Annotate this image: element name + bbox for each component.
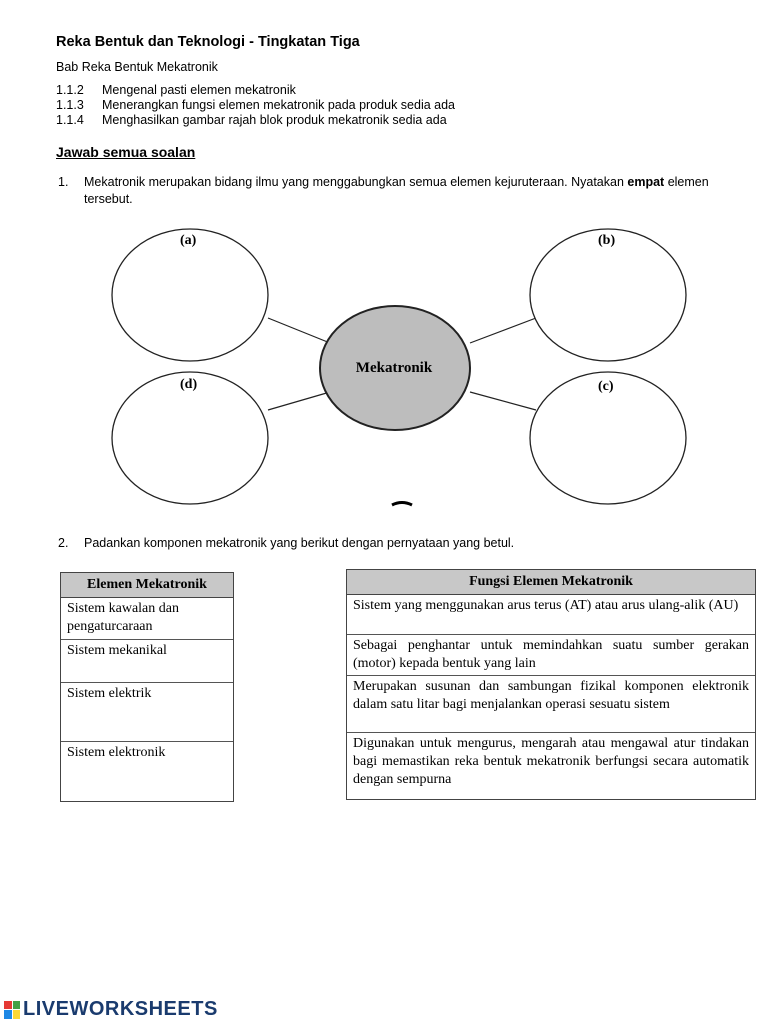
connector-line [268, 392, 330, 410]
question-text-part: Mekatronik merupakan bidang ilmu yang menggabungkan semua elemen kejuruteraan. Nyatakan [84, 175, 624, 189]
center-label: Mekatronik [355, 360, 433, 376]
connector-line [470, 318, 536, 343]
connector-line [268, 318, 330, 343]
chapter-subtitle: Bab Reka Bentuk Mekatronik [56, 60, 218, 74]
question-number: 1. [58, 175, 69, 189]
function-row[interactable]: Sistem yang menggunakan arus terus (AT) atau arus ulang-alik (AU) [347, 595, 755, 635]
element-row[interactable]: Sistem elektronik [67, 745, 166, 760]
question-text-part: elemen tersebut. [84, 175, 709, 206]
element-row[interactable]: Sistem kawalan dan pengaturcaraan [61, 598, 233, 640]
worksheet-title: Reka Bentuk dan Teknologi - Tingkatan Tiga [56, 34, 360, 50]
element-row[interactable]: Sistem elektrik [61, 683, 233, 742]
answer-circle-b[interactable] [530, 229, 686, 361]
objective-text: Menghasilkan gambar rajah blok produk mekatronik sedia ada [102, 113, 447, 127]
brand-name: LIVEWORKSHEETS [23, 998, 218, 1020]
function-row[interactable]: Sebagai penghantar untuk memindahkan suatu sumber gerakan (motor) kepada bentuk yang lain [347, 635, 755, 676]
objective-text: Mengenal pasti elemen mekatronik [102, 83, 296, 97]
element-row[interactable]: Sistem mekanikal [61, 640, 233, 683]
label-c: (c) [598, 379, 614, 394]
question-2 [58, 535, 718, 552]
label-a: (a) [180, 233, 197, 248]
label-d: (d) [180, 377, 198, 392]
elements-table-header: Elemen Mekatronik [61, 573, 233, 598]
objective-number: 1.1.4 [56, 113, 84, 127]
question-number: 2. [58, 536, 69, 550]
functions-table-header: Fungsi Elemen Mekatronik [347, 570, 755, 595]
section-heading: Jawab semua soalan [56, 144, 196, 160]
answer-circle-a[interactable] [112, 229, 268, 361]
connector-line [470, 392, 536, 410]
question-bold-word: empat [627, 175, 665, 189]
function-row[interactable]: Digunakan untuk mengurus, mengarah atau mengawal atur tindakan bagi memastikan reka bentuk mekatronik berfungsi secara automatik dengan sempurna [353, 736, 749, 787]
objective-text: Menerangkan fungsi elemen mekatronik pada produk sedia ada [102, 98, 456, 112]
functions-table [346, 569, 756, 800]
function-row[interactable]: Merupakan susunan dan sambungan fizikal komponen elektronik dalam satu litar bagi menjalankan operasi sesuatu sistem [347, 676, 755, 733]
scan-artifact [392, 503, 412, 506]
objective-number: 1.1.2 [56, 83, 84, 97]
objective-number: 1.1.3 [56, 98, 84, 112]
elements-table [60, 572, 234, 802]
liveworksheets-logo[interactable] [4, 998, 218, 1021]
question-text: Padankan komponen mekatronik yang berikut dengan pernyataan yang betul. [84, 536, 515, 550]
logo-mark-icon [4, 1001, 20, 1019]
label-b: (b) [598, 233, 616, 248]
